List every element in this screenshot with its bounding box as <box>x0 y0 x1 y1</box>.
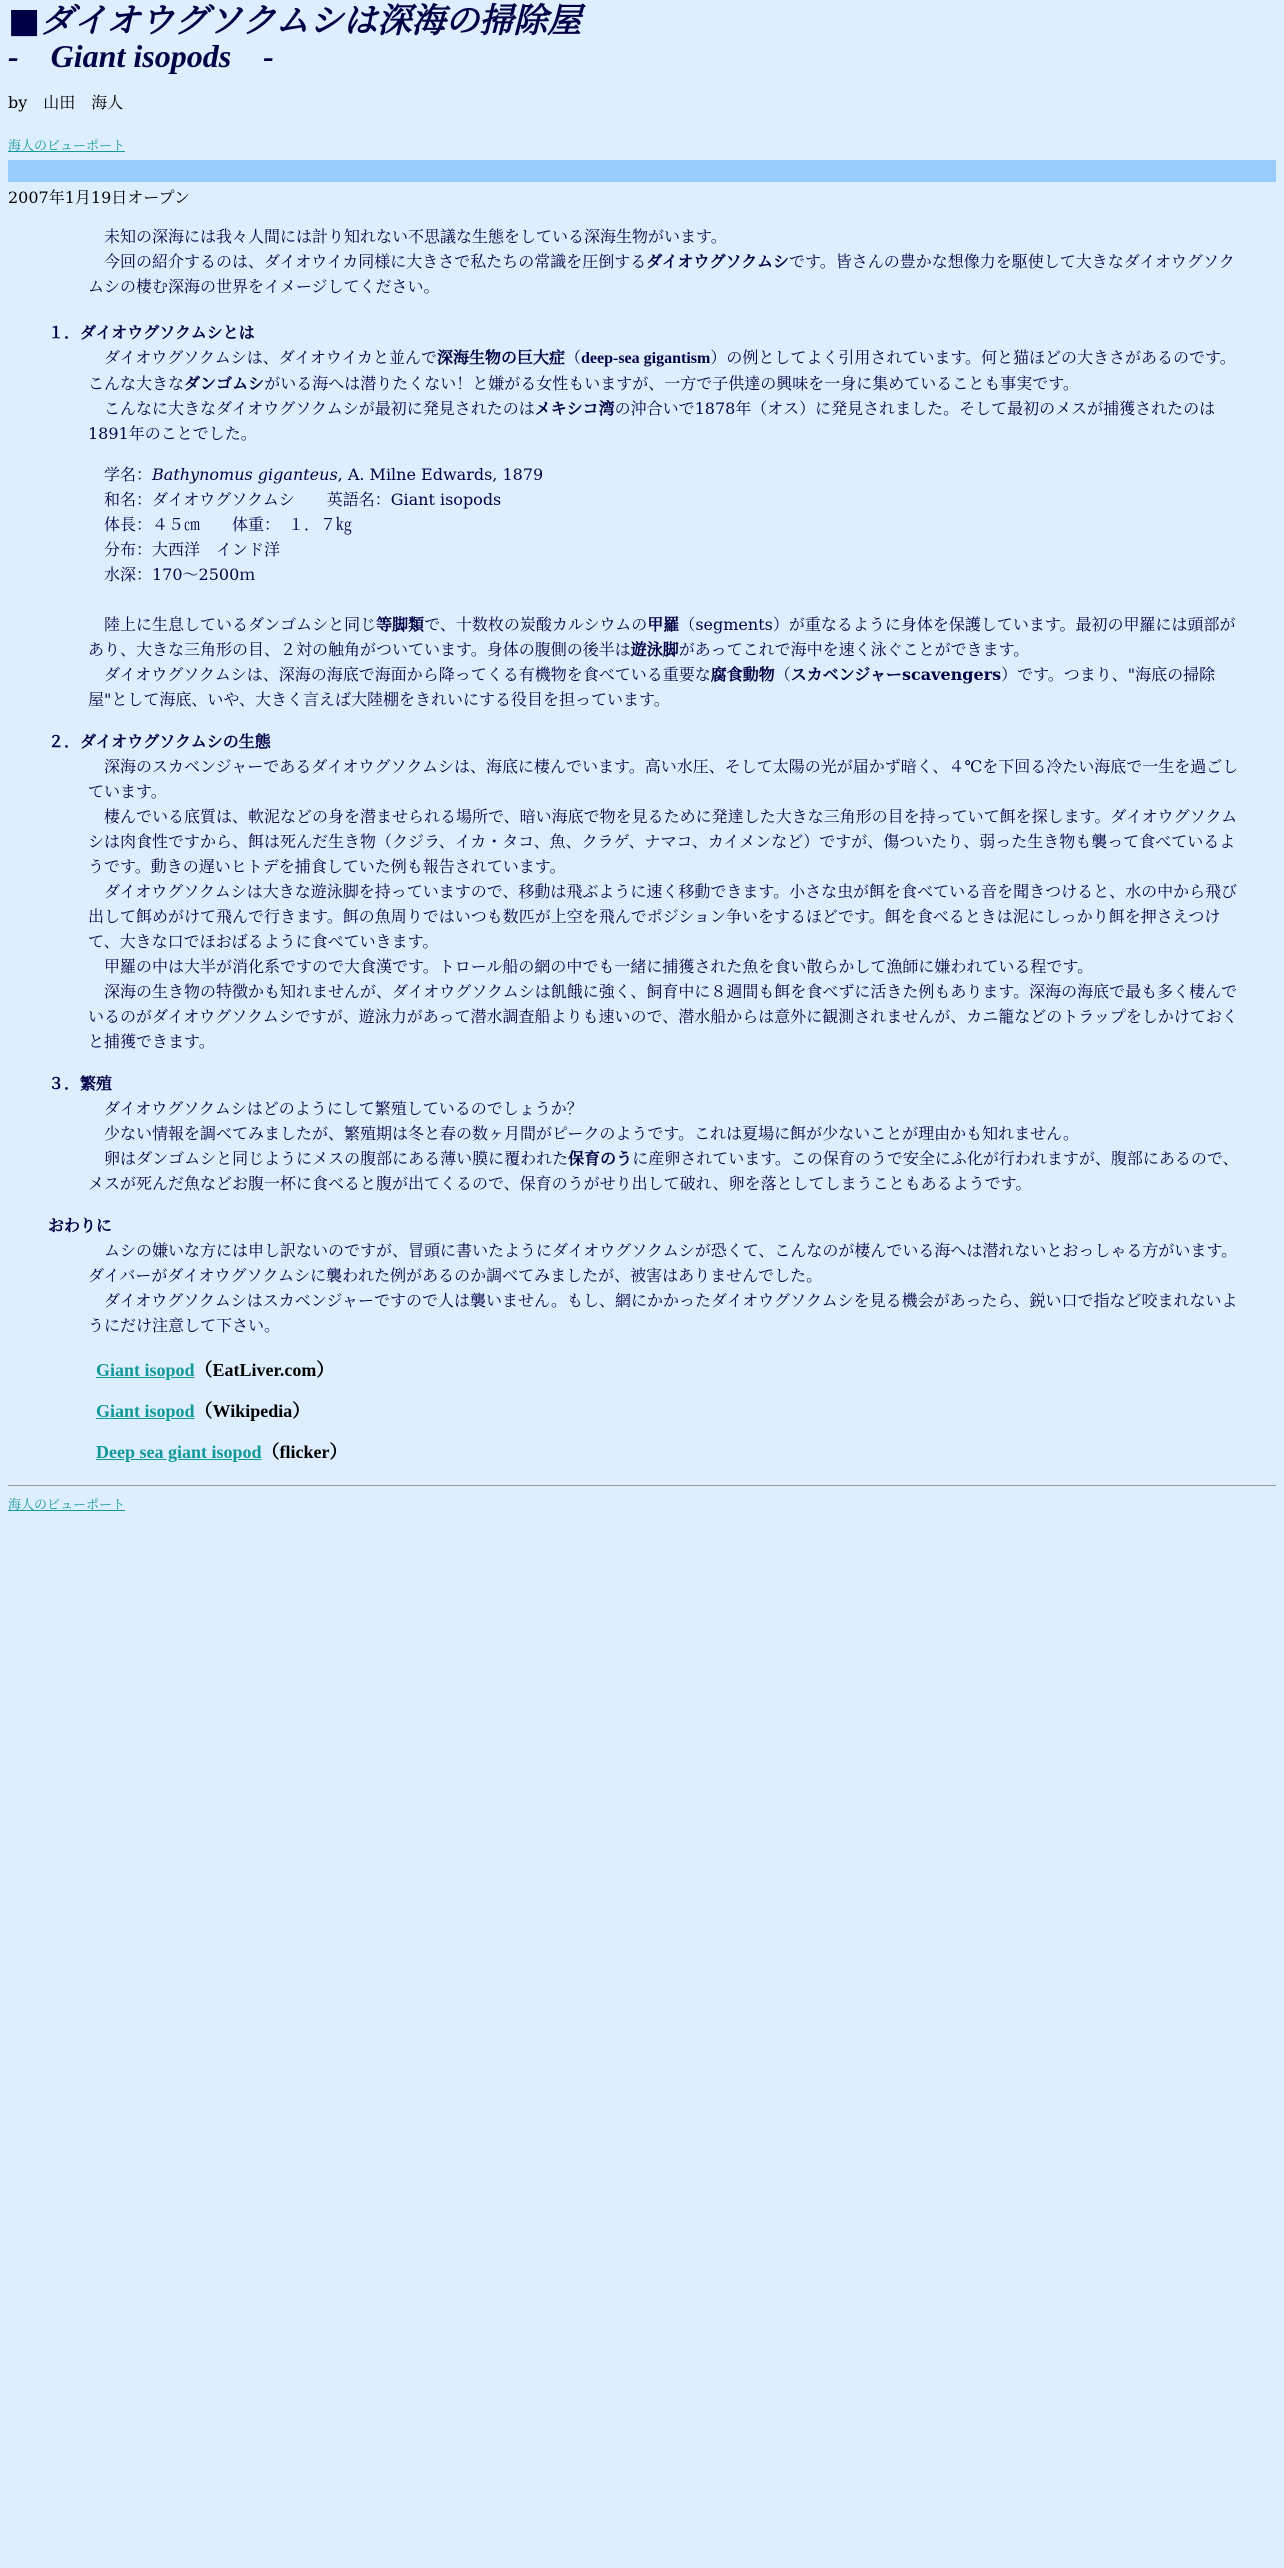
japanese-name: 和名：ダイオウグソクムシ 英語名：Giant isopods <box>104 490 502 509</box>
footer-divider <box>8 1485 1276 1486</box>
bold-text: deep-sea gigantism <box>581 350 711 367</box>
text: ダイオウグソクムシは、深海の海底で海面から降ってくる有機物を食べている重要な <box>104 665 711 684</box>
species-facts <box>104 462 1246 587</box>
text: （segments）が重なるように身体を保護しています。最初の甲羅には頭部があり、大きな三角形の目、２対の触角がついています。身体の腹側の後半は <box>88 615 1236 659</box>
section-body <box>88 345 1246 712</box>
text: こんなに大きなダイオウグソクムシが最初に発見されたのは <box>104 399 535 418</box>
header-divider-bar <box>8 160 1276 182</box>
text: ）です。つまり、"海底の掃除屋"として海底、いや、大きく言えば大陸棚をきれいにする役目を担っています。 <box>88 665 1216 709</box>
bold-text: ダイオウグソクムシ <box>646 252 789 271</box>
section-heading: おわりに <box>48 1216 113 1235</box>
opened-date: 2007年1月19日オープン <box>8 188 190 207</box>
link-source: （Wikipedia） <box>194 1401 311 1421</box>
paragraph: ムシの嫌いな方には申し訳ないのですが、冒頭に書いたようにダイオウグソクムシが恐くて、こんなのが棲んでいる海へは潜れないとおっしゃる方がいます。ダイバーがダイオウグソクムシに襲われた例があるのか調べてみましたが、被害はありませんでした。 <box>88 1241 1238 1285</box>
bold-text: スカベンジャーscavengers <box>790 665 1002 684</box>
bold-text: 等脚類 <box>376 615 425 634</box>
body-size: 体長：４５㎝ 体重： １．７㎏ <box>104 515 353 534</box>
top-link-container <box>8 135 1276 154</box>
intro <box>88 224 1236 299</box>
bold-text: 甲羅 <box>647 615 680 634</box>
text: 卵はダンゴムシと同じようにメスの腹部にある薄い膜に覆われた <box>104 1149 569 1168</box>
paragraph <box>88 345 1246 396</box>
distribution: 分布：大西洋 インド洋 <box>104 540 281 559</box>
external-links <box>96 1350 1276 1473</box>
external-link-item <box>96 1350 1276 1391</box>
paragraph: 少ない情報を調べてみましたが、繁殖期は冬と春の数ヶ月間がピークのようです。これは夏場に餌が少ないことが理由かも知れません。 <box>104 1124 1080 1143</box>
bold-text: 遊泳脚 <box>630 640 679 659</box>
label: 学名： <box>104 465 153 484</box>
link-source: （EatLiver.com） <box>194 1360 335 1380</box>
text: 陸上に生息しているダンゴムシと同じ <box>104 615 377 634</box>
section-conclusion <box>48 1214 1246 1338</box>
byline: by 山田 海人 <box>8 93 124 112</box>
text: です。皆さんの豊かな想像力を駆使して大きなダイオウグソクムシの棲む深海の世界をイメージしてください。 <box>88 252 1235 296</box>
scientific-name <box>104 462 1246 487</box>
link-source: （flicker） <box>261 1442 348 1462</box>
paragraph <box>88 662 1246 712</box>
text: に産卵されています。この保育のうで安全にふ化が行われますが、腹部にあるので、メスが死んだ魚などお腹一杯に食べると腹が出てくるので、保育のうがせり出して破れ、卵を落としてしまうこともあるようです。 <box>88 1149 1239 1193</box>
external-link-item <box>96 1432 1276 1473</box>
paragraph: 深海のスカベンジャーであるダイオウグソクムシは、海底に棲んでいます。高い水圧、そして太陽の光が届かず暗く、４℃を下回る冷たい海底で一生を過ごしています。 <box>88 757 1239 801</box>
bottom-link-container <box>8 1494 1276 1513</box>
section-body <box>88 1096 1246 1196</box>
paragraph: 深海の生き物の特徴かも知れませんが、ダイオウグソクムシは飢餓に強く、飼育中に８週間も餌を食べずに活きた例もあります。深海の海底で最も多く棲んでいるのがダイオウグソクムシですが、遊泳力があって潜水調査船よりも速いので、潜水船からは意外に観測されませんが、カニ籠などのトラップをしかけておくと捕獲できます。 <box>88 982 1238 1051</box>
text: ダイオウグソクムシは、ダイオウイカと並んで <box>104 348 437 367</box>
giant-isopod-eatliver-link[interactable]: Giant isopod <box>96 1360 195 1380</box>
giant-isopod-wikipedia-link[interactable]: Giant isopod <box>96 1401 195 1421</box>
intro-paragraph: 未知の深海には我々人間には計り知れない不思議な生態をしている深海生物がいます。 <box>104 227 727 246</box>
section-ecology <box>48 730 1246 1054</box>
spacer <box>88 587 1246 612</box>
text: 今回の紹介するのは、ダイオウイカ同様に大きさで私たちの常識を圧倒する <box>104 252 647 271</box>
section-heading: １．ダイオウグソクムシとは <box>48 323 255 342</box>
paragraph <box>88 1146 1246 1196</box>
section-about <box>48 321 1246 712</box>
text: ）の例としてよく引用されています。何と猫ほどの大きさがあるのです。こんな大きな <box>88 348 1236 393</box>
text: があってこれで海中を速く泳ぐことができます。 <box>678 640 1030 659</box>
italic-name: Bathynomus giganteus <box>152 465 338 484</box>
text: で、十数枚の炭酸カルシウムの <box>424 615 648 634</box>
bold-text: ダンゴムシ <box>184 374 265 393</box>
title-english: - Giant isopods - <box>8 38 274 74</box>
paragraph <box>88 396 1246 446</box>
paragraph: ダイオウグソクムシはどのようにして繁殖しているのでしょうか？ <box>104 1099 583 1118</box>
water-depth: 水深：170～2500ｍ <box>104 565 256 584</box>
section-heading: ３．繁殖 <box>48 1074 113 1093</box>
section-body <box>88 1238 1246 1338</box>
bold-text: 腐食動物 <box>710 665 775 684</box>
section-heading: ２．ダイオウグソクムシの生態 <box>48 732 271 751</box>
bold-text: 深海生物の巨大症 <box>436 348 565 367</box>
bold-text: 保育のう <box>568 1149 633 1168</box>
bold-text: メキシコ湾 <box>534 399 615 418</box>
text: （ <box>774 665 791 684</box>
square-bullet-icon: ■ <box>8 1 41 41</box>
paragraph: 甲羅の中は大半が消化系ですので大食漢です。トロール船の網の中でも一緒に捕獲された魚を食い散らかして漁師に嫌われている程です。 <box>104 957 1094 976</box>
paragraph <box>88 612 1246 662</box>
section-breeding <box>48 1072 1246 1196</box>
intro-paragraph <box>88 249 1236 299</box>
title-japanese: ダイオウグソクムシは深海の掃除屋 <box>40 1 582 41</box>
text: （ <box>564 348 581 367</box>
external-link-item <box>96 1391 1276 1432</box>
viewport-home-link-bottom[interactable]: 海人のビューポート <box>8 1498 126 1513</box>
text: の沖合いで1878年（オス）に発見されました。そして最初のメスが捕獲されたのは1891年のことでした。 <box>88 399 1216 443</box>
page-title <box>8 0 1276 40</box>
paragraph: ダイオウグソクムシはスカベンジャーですので人は襲いません。もし、網にかかったダイオウグソクムシを見る機会があったら、鋭い口で指など咬まれないようにだけ注意して下さい。 <box>88 1291 1238 1335</box>
viewport-home-link[interactable]: 海人のビューポート <box>8 139 126 154</box>
section-body <box>88 754 1246 1054</box>
author: , A. Milne Edwards, 1879 <box>337 465 544 484</box>
paragraph: 棲んでいる底質は、軟泥などの身を潜ませられる場所で、暗い海底で物を見るために発達した大きな三角形の目を持っていて餌を探します。ダイオウグソクムシは肉食性ですから、餌は死んだ生き物（クジラ、イカ・タコ、魚、クラゲ、ナマコ、カイメンなど）ですが、傷ついたり、弱った生き物も襲って食べているようです。動きの遅いヒトデを捕食していた例も報告されています。 <box>88 807 1238 876</box>
paragraph: ダイオウグソクムシは大きな遊泳脚を持っていますので、移動は飛ぶように速く移動できます。小さな虫が餌を食べている音を聞きつけると、水の中から飛び出して餌めがけて飛んで行きます。餌の魚周りではいつも数匹が上空を飛んでポジション争いをするほどです。餌を食べるときは泥にしっかり餌を押さえつけて、大きな口でほおばるように食べていきます。 <box>88 882 1238 951</box>
text: がいる海へは潜りたくない！と嫌がる女性もいますが、一方で子供達の興味を一身に集めていることも事実です。 <box>264 374 1079 393</box>
deep-sea-giant-isopod-flicker-link[interactable]: Deep sea giant isopod <box>96 1442 262 1462</box>
